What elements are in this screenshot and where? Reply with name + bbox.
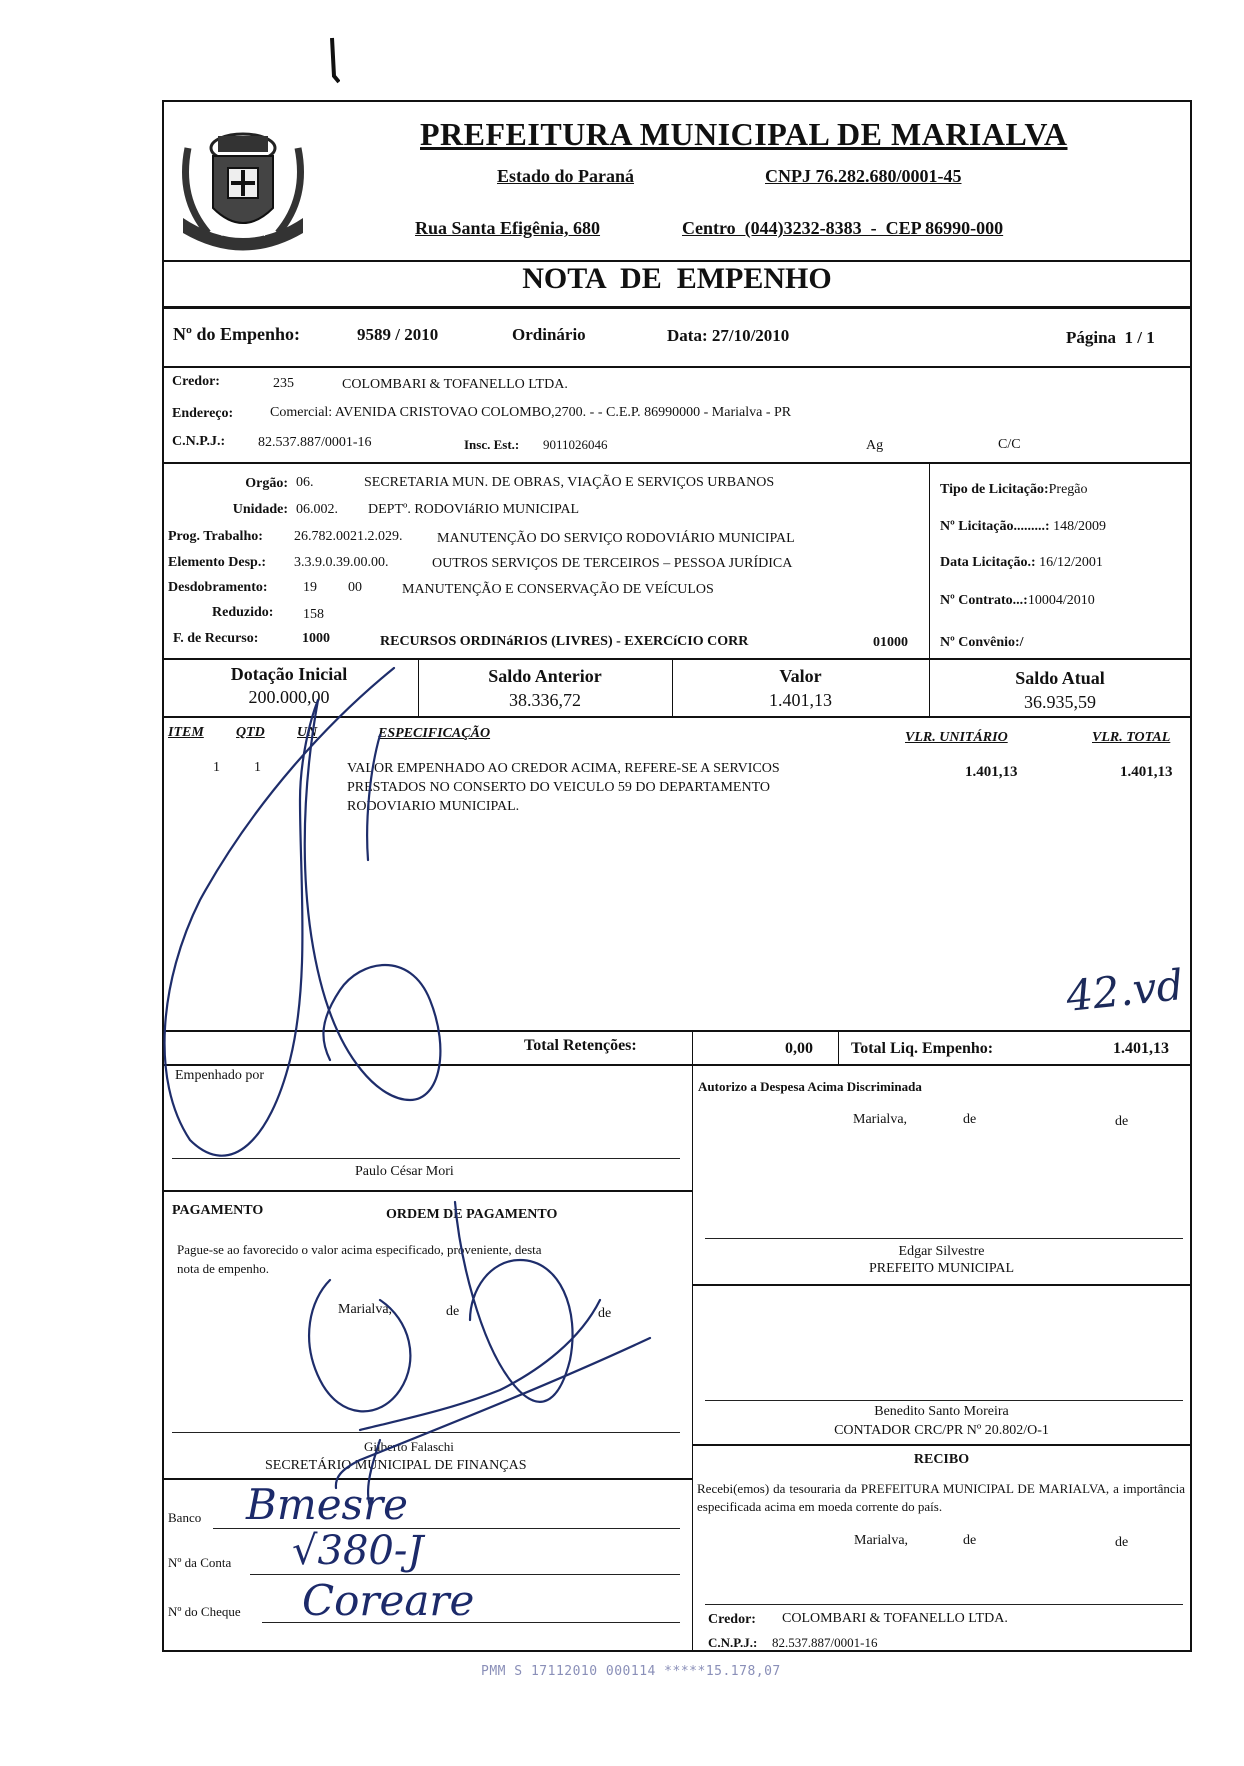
benedito-name: Benedito Santo Moreira — [874, 1404, 1009, 1419]
divider-vertical — [692, 1064, 693, 1652]
divider — [692, 1284, 1192, 1286]
item-unit-value: 1.401,13 — [965, 764, 1018, 780]
banco-handwritten: Bmesre — [246, 1480, 409, 1529]
desd-label: Desdobramento: — [168, 580, 268, 595]
credor-address: Comercial: AVENIDA CRISTOVAO COLOMBO,2700. - - C.E.P. 86990000 - Marialva - PR — [270, 405, 792, 420]
dotacao-label: Dotação Inicial — [230, 664, 348, 684]
prog-code: 26.782.0021.2.029. — [294, 529, 403, 544]
num-licitacao-label: Nº Licitação.........: 148/2009 — [940, 519, 1106, 534]
tipo-licitacao-label: Tipo de Licitação:Pregão — [940, 482, 1088, 497]
desd-name: MANUTENÇÃO E CONSERVAÇÃO DE VEÍCULOS — [402, 582, 714, 597]
col-qtd: QTD — [236, 725, 265, 740]
conta-label: Nº da Conta — [168, 1555, 232, 1570]
de-recibo-2: de — [1115, 1535, 1129, 1550]
address-label-field: Endereço: — [172, 406, 234, 421]
cnpj-recibo-label: C.N.P.J.: — [708, 1635, 758, 1650]
pagamento-label: PAGAMENTO — [172, 1203, 264, 1218]
recibo-text: Recebi(emos) da tesouraria da PREFEITURA MUNICIPAL DE MARIALVA, a importância especificada acima em moeda corrente do país. — [697, 1481, 1185, 1514]
divider — [162, 462, 1192, 464]
orgao-name: SECRETARIA MUN. DE OBRAS, VIAÇÃO E SERVIÇOS URBANOS — [364, 475, 775, 490]
empenho-type: Ordinário — [512, 325, 586, 344]
prog-name: MANUTENÇÃO DO SERVIÇO RODOVIÁRIO MUNICIPAL — [437, 531, 795, 546]
divider — [162, 366, 1192, 368]
orgao-code: 06. — [296, 475, 314, 490]
saldo-atual-label: Saldo Atual — [1015, 668, 1105, 688]
conta-handwritten: √380-J — [292, 1528, 424, 1574]
credor-cnpj: 82.537.887/0001-16 — [258, 435, 372, 450]
recibo-title: RECIBO — [913, 1452, 970, 1467]
col-un: UN — [297, 725, 318, 740]
unidade-label: Unidade: — [232, 502, 288, 517]
divider — [692, 1444, 1192, 1446]
field-line — [250, 1574, 680, 1575]
data-licitacao-label: Data Licitação.: 16/12/2001 — [940, 555, 1103, 570]
ordem-label: ORDEM DE PAGAMENTO — [386, 1207, 558, 1222]
divider-vertical — [418, 658, 419, 716]
item-spec-line1: VALOR EMPENHADO AO CREDOR ACIMA, REFERE-SE A SERVICOS — [347, 761, 780, 776]
divider-vertical — [672, 658, 673, 716]
divider — [162, 1064, 1192, 1066]
marialva-left: Marialva, — [338, 1302, 393, 1317]
empenho-number: 9589 / 2010 — [357, 325, 439, 344]
item-qtd: 1 — [254, 760, 261, 775]
de-left-1: de — [446, 1304, 460, 1319]
empenho-label: Nº do Empenho: — [173, 324, 300, 344]
coat-of-arms-icon — [168, 108, 318, 258]
cnpj-field-label: C.N.P.J.: — [172, 434, 226, 449]
signature-line — [705, 1604, 1183, 1605]
handwritten-note: 42.vd — [1063, 959, 1186, 1022]
col-total: VLR. TOTAL — [1092, 730, 1171, 745]
bank-stamp: PMM S 17112010 000114 *****15.178,07 — [481, 1664, 781, 1679]
elem-code: 3.3.9.0.39.00.00. — [294, 555, 389, 570]
divider — [162, 716, 1192, 718]
divider — [162, 1190, 693, 1192]
credor-recibo-name: COLOMBARI & TOFANELLO LTDA. — [782, 1611, 1008, 1626]
cnpj-label: CNPJ 76.282.680/0001-45 — [765, 166, 962, 186]
retencoes-value: 0,00 — [785, 1040, 813, 1057]
svg-text:MARIALVA: MARIALVA — [220, 228, 266, 238]
prog-label: Prog. Trabalho: — [168, 529, 263, 544]
item-total-value: 1.401,13 — [1120, 764, 1173, 780]
desd-a: 19 — [303, 580, 317, 595]
fonte-code2: 01000 — [873, 635, 908, 650]
fonte-code: 1000 — [302, 631, 330, 646]
signature-line — [705, 1238, 1183, 1239]
edgar-name: Edgar Silvestre — [898, 1244, 985, 1259]
elem-label: Elemento Desp.: — [168, 555, 266, 570]
signature-line — [172, 1158, 680, 1159]
banco-label: Banco — [168, 1510, 202, 1525]
orgao-label: Orgão: — [245, 476, 288, 491]
liq-value: 1.401,13 — [1113, 1040, 1169, 1057]
address-label: Rua Santa Efigênia, 680 — [415, 218, 601, 238]
elem-name: OUTROS SERVIÇOS DE TERCEIROS – PESSOA JURÍDICA — [432, 556, 793, 571]
contrato-label: Nº Contrato...:10004/2010 — [940, 593, 1095, 608]
item-spec-line2: PRESTADOS NO CONSERTO DO VEICULO 59 DO DEPARTAMENTO — [347, 780, 770, 795]
contact-label: Centro (044)3232-8383 - CEP 86990-000 — [682, 218, 1004, 238]
reduzido-label: Reduzido: — [212, 605, 274, 620]
cheque-handwritten: Coreare — [302, 1576, 475, 1625]
fonte-name: RECURSOS ORDINáRIOS (LIVRES) - EXERCíCIO CORR — [380, 634, 749, 649]
signature-line — [705, 1400, 1183, 1401]
cc-label: C/C — [998, 437, 1021, 452]
gilberto-name: Gilberto Falaschi — [364, 1439, 454, 1454]
insc-label: Insc. Est.: — [464, 437, 520, 452]
marialva-recibo: Marialva, — [854, 1533, 909, 1548]
divider-vertical — [692, 1030, 693, 1064]
divider-vertical — [929, 658, 930, 716]
divider-vertical — [838, 1030, 839, 1064]
valor-label: Valor — [779, 666, 822, 686]
credor-label: Credor: — [172, 374, 220, 389]
cnpj-recibo-value: 82.537.887/0001-16 — [772, 1635, 878, 1650]
paulo-name: Paulo César Mori — [355, 1164, 454, 1179]
col-unit: VLR. UNITÁRIO — [905, 730, 1008, 745]
marialva-right: Marialva, — [853, 1112, 908, 1127]
document-title: NOTA DE EMPENHO — [522, 262, 832, 295]
divider — [162, 658, 1192, 660]
insc-value: 9011026046 — [543, 437, 608, 452]
page-number: Página 1 / 1 — [1066, 328, 1155, 347]
de-recibo-1: de — [963, 1533, 977, 1548]
unidade-code: 06.002. — [296, 502, 338, 517]
de-left-2: de — [598, 1306, 612, 1321]
credor-code: 235 — [273, 376, 294, 391]
ag-label: Ag — [866, 438, 884, 453]
signature-line — [172, 1432, 680, 1433]
retencoes-label: Total Retenções: — [524, 1037, 637, 1054]
saldo-atual-value: 36.935,59 — [1024, 692, 1096, 712]
col-item: ITEM — [168, 725, 204, 740]
prefeito-title: PREFEITO MUNICIPAL — [868, 1261, 1015, 1276]
item-number: 1 — [213, 760, 220, 775]
saldo-anterior-label: Saldo Anterior — [488, 666, 602, 686]
reduzido-value: 158 — [303, 607, 324, 622]
credor-recibo-label: Credor: — [708, 1612, 756, 1627]
scan-mark — [326, 36, 336, 82]
empenhado-label: Empenhado por — [175, 1068, 265, 1083]
de-right-1: de — [963, 1112, 977, 1127]
contador-title: CONTADOR CRC/PR Nº 20.802/O-1 — [834, 1423, 1049, 1438]
dotacao-value: 200.000,00 — [248, 687, 330, 707]
credor-name: COLOMBARI & TOFANELLO LTDA. — [342, 377, 568, 392]
unidade-name: DEPTº. RODOVIáRIO MUNICIPAL — [368, 502, 580, 517]
divider — [162, 1030, 1192, 1032]
autorizo-label: Autorizo a Despesa Acima Discriminada — [698, 1079, 922, 1094]
liq-label: Total Liq. Empenho: — [851, 1040, 994, 1057]
pague-line1: Pague-se ao favorecido o valor acima especificado, proveniente, desta — [177, 1242, 542, 1257]
divider-vertical — [929, 462, 930, 660]
empenho-date: Data: 27/10/2010 — [667, 326, 790, 345]
desd-b: 00 — [348, 580, 362, 595]
state-label: Estado do Paraná — [497, 166, 635, 186]
page-title: PREFEITURA MUNICIPAL DE MARIALVA — [420, 116, 1068, 152]
item-spec-line3: RODOVIARIO MUNICIPAL. — [347, 799, 520, 814]
col-spec: ESPECIFICAÇÃO — [378, 726, 491, 741]
cheque-label: Nº do Cheque — [168, 1604, 241, 1619]
pague-line2: nota de empenho. — [177, 1261, 270, 1276]
convenio-label: Nº Convênio:/ — [940, 635, 1024, 650]
de-right-2: de — [1115, 1114, 1129, 1129]
valor-value: 1.401,13 — [769, 690, 832, 710]
divider — [162, 1478, 693, 1480]
saldo-anterior-value: 38.336,72 — [509, 690, 581, 710]
secretario-title: SECRETÁRIO MUNICIPAL DE FINANÇAS — [265, 1458, 527, 1473]
fonte-label: F. de Recurso: — [173, 631, 259, 646]
divider — [162, 306, 1192, 309]
